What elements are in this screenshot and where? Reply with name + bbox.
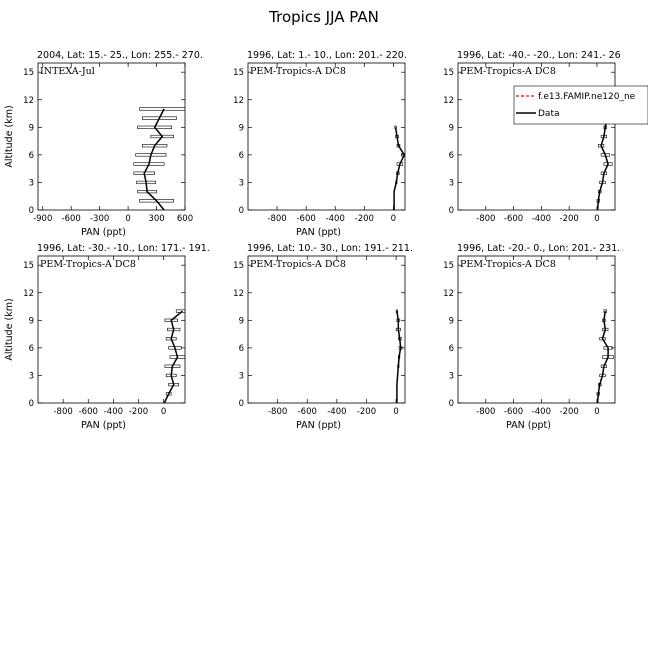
- y-tick-label: 3: [28, 371, 34, 382]
- y-tick-label: 9: [448, 123, 454, 134]
- x-tick-label: -600: [296, 214, 316, 224]
- legend: [514, 86, 648, 124]
- x-tick-label: -600: [503, 214, 524, 224]
- x-tick-label: -400: [327, 407, 347, 417]
- y-tick-label: 9: [28, 123, 34, 134]
- x-tick-label: -400: [103, 407, 124, 417]
- y-axis-label: Altitude (km): [4, 105, 15, 168]
- y-tick-label: 6: [28, 343, 34, 354]
- x-tick-label: -900: [33, 214, 53, 224]
- x-axis-label: PAN (ppt): [506, 420, 551, 431]
- panel-title: 1996, Lat: 10.- 30., Lon: 191.- 211.: [247, 243, 413, 254]
- y-tick-label: 3: [28, 178, 34, 189]
- x-axis-label: PAN (ppt): [296, 227, 341, 238]
- x-tick-label: 0: [393, 407, 399, 417]
- x-tick-label: -300: [89, 214, 110, 224]
- x-axis-label: PAN (ppt): [81, 227, 126, 238]
- x-tick-label: -800: [53, 407, 73, 417]
- panel-campaign-label: INTEXA-Jul: [40, 66, 95, 77]
- y-tick-label: 6: [448, 343, 454, 354]
- x-tick-label: -400: [531, 407, 552, 417]
- panel-title: 1996, Lat: -20.- 0., Lon: 201.- 231.: [457, 243, 621, 254]
- panel-campaign-label: PEM-Tropics-A DC8: [250, 66, 346, 77]
- x-tick-label: -200: [559, 407, 579, 417]
- x-tick-label: -200: [356, 407, 377, 417]
- panel-title: 1996, Lat: -40.- -20., Lon: 241.- 26: [457, 50, 621, 61]
- y-tick-label: 15: [233, 68, 244, 79]
- x-axis-label: PAN (ppt): [81, 420, 126, 431]
- y-axis-label: Altitude (km): [4, 298, 15, 361]
- x-axis-label: PAN (ppt): [296, 420, 341, 431]
- y-tick-label: 3: [448, 371, 454, 382]
- y-tick-label: 15: [443, 68, 454, 79]
- panel-campaign-label: PEM-Tropics-A DC8: [460, 259, 556, 270]
- x-tick-label: 0: [160, 407, 167, 417]
- x-tick-label: -800: [476, 407, 496, 417]
- legend-model-label: f.e13.FAMIP.ne120_ne: [538, 92, 636, 102]
- y-tick-label: 0: [238, 399, 244, 409]
- x-tick-label: 0: [594, 214, 600, 224]
- y-tick-label: 0: [238, 206, 244, 216]
- x-tick-label: -800: [476, 214, 496, 224]
- x-tick-label: 600: [176, 214, 194, 224]
- y-tick-label: 0: [28, 399, 34, 409]
- x-tick-label: -400: [531, 214, 552, 224]
- y-tick-label: 9: [238, 123, 244, 134]
- panel-title: 2004, Lat: 15.- 25., Lon: 255.- 270.: [37, 50, 203, 61]
- panel-title: 1996, Lat: 1.- 10., Lon: 201.- 220.: [247, 50, 407, 61]
- x-tick-label: -600: [297, 407, 317, 417]
- y-tick-label: 3: [238, 178, 244, 189]
- y-tick-label: 0: [448, 399, 454, 409]
- panel-campaign-label: PEM-Tropics-A DC8: [250, 259, 346, 270]
- x-tick-label: -600: [78, 407, 98, 417]
- x-tick-label: -200: [354, 214, 374, 224]
- y-tick-label: 3: [448, 178, 454, 189]
- x-tick-label: -200: [128, 407, 149, 417]
- y-tick-label: 3: [238, 371, 244, 382]
- y-tick-label: 6: [238, 150, 244, 161]
- y-tick-label: 9: [238, 316, 244, 327]
- legend-data-label: Data: [538, 109, 560, 119]
- y-tick-label: 15: [23, 261, 34, 272]
- y-tick-label: 6: [448, 150, 454, 161]
- y-tick-label: 0: [448, 206, 454, 216]
- x-tick-label: -800: [267, 407, 288, 417]
- y-tick-label: 12: [443, 95, 454, 106]
- x-tick-label: -800: [267, 214, 287, 224]
- x-tick-label: 0: [125, 214, 131, 224]
- y-tick-label: 12: [233, 95, 244, 106]
- x-tick-label: -200: [559, 214, 579, 224]
- y-tick-label: 12: [23, 288, 34, 299]
- y-tick-label: 0: [28, 206, 34, 216]
- x-tick-label: -600: [503, 407, 524, 417]
- y-tick-label: 9: [448, 316, 454, 327]
- y-tick-label: 9: [28, 316, 34, 327]
- y-tick-label: 6: [238, 343, 244, 354]
- y-tick-label: 15: [443, 261, 454, 272]
- y-tick-label: 6: [28, 150, 34, 161]
- x-tick-label: -600: [61, 214, 81, 224]
- y-tick-label: 15: [233, 261, 244, 272]
- y-tick-label: 12: [443, 288, 454, 299]
- y-tick-label: 15: [23, 68, 34, 79]
- x-tick-label: 0: [390, 214, 397, 224]
- x-tick-label: 300: [148, 214, 165, 224]
- figure-title: Tropics JJA PAN: [269, 8, 379, 26]
- panel-campaign-label: PEM-Tropics-A DC8: [40, 259, 136, 270]
- x-tick-label: 0: [594, 407, 600, 417]
- x-tick-label: -400: [325, 214, 345, 224]
- y-tick-label: 12: [233, 288, 244, 299]
- panel-campaign-label: PEM-Tropics-A DC8: [460, 66, 556, 77]
- panel-title: 1996, Lat: -30.- -10., Lon: 171.- 191.: [37, 243, 210, 254]
- y-tick-label: 12: [23, 95, 34, 106]
